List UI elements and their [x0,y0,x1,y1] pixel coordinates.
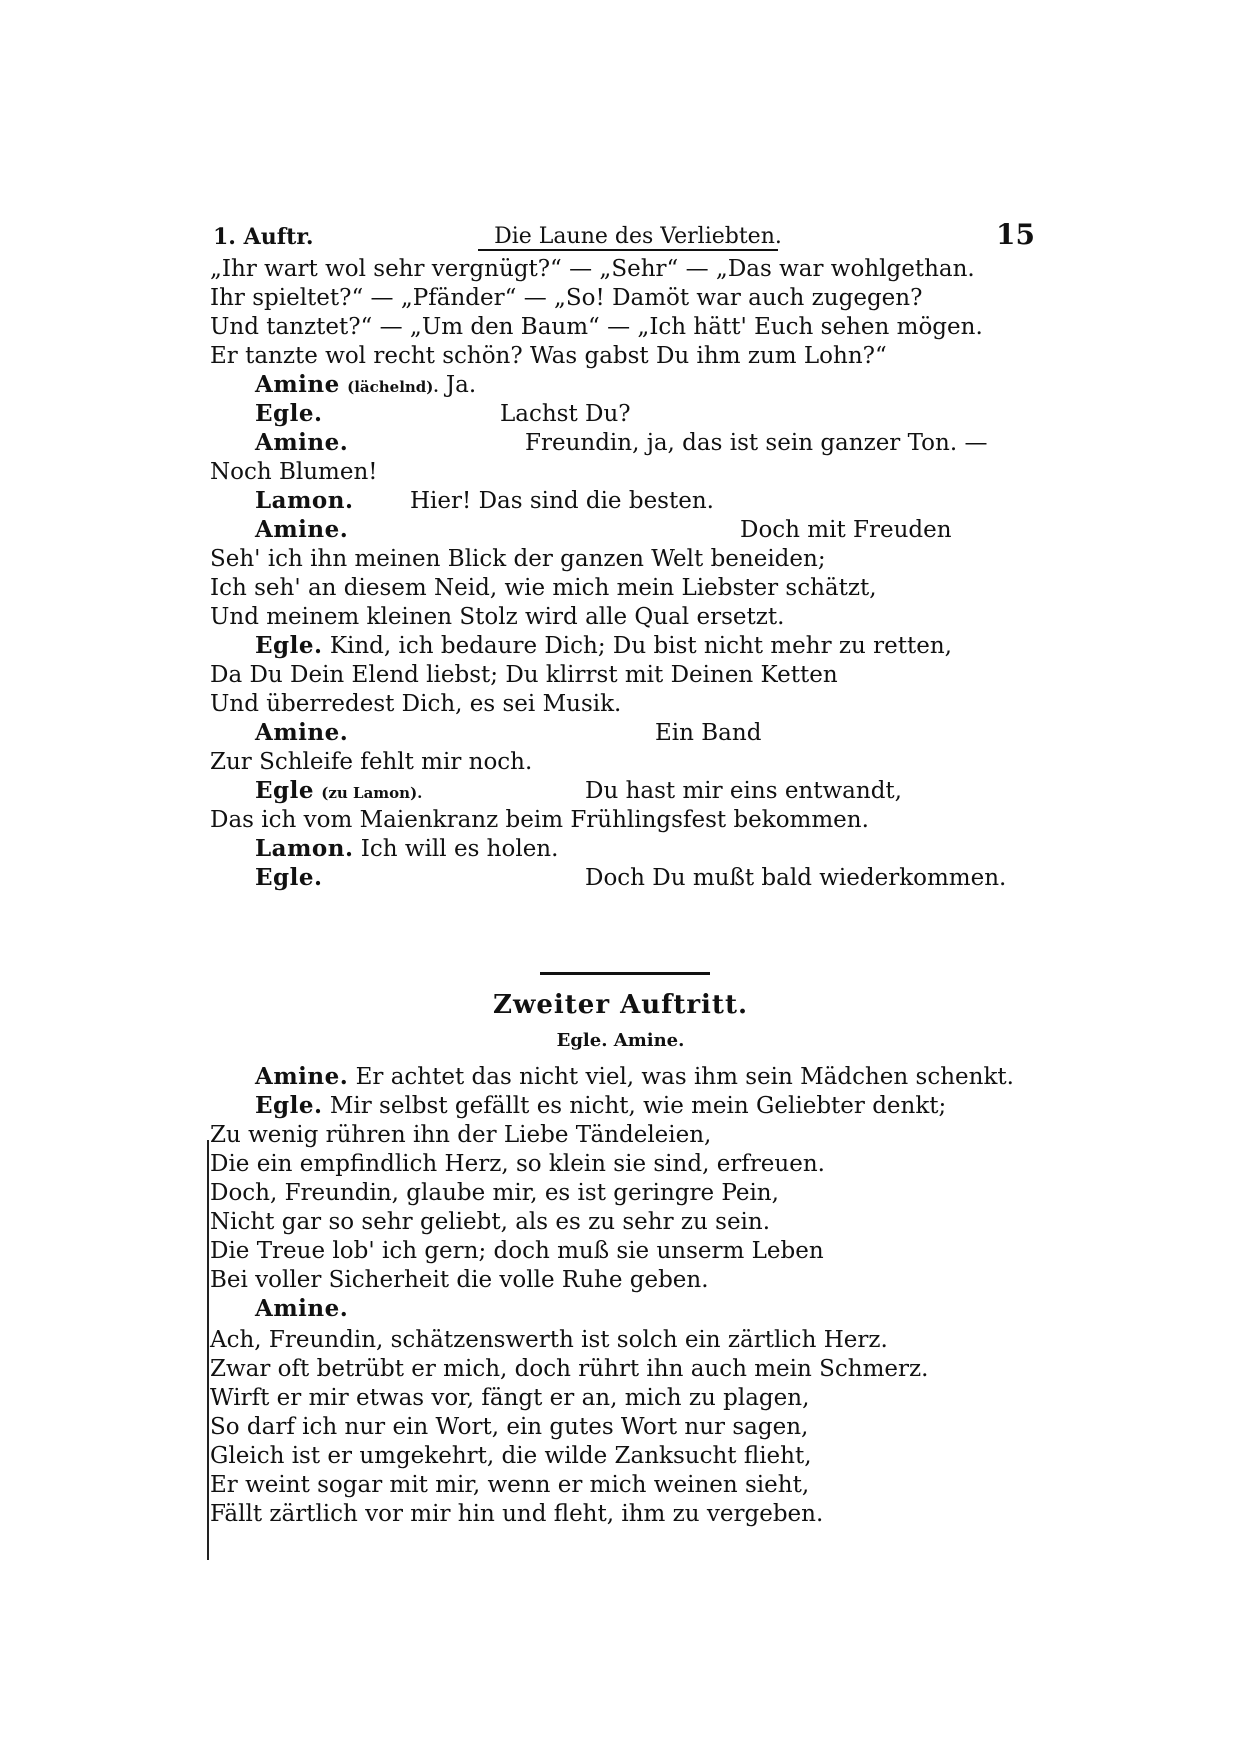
dialogue-line [255,370,1085,400]
dialogue-text: Da Du Dein Elend liebst; Du klirrst mit Deinen Ketten [210,662,838,688]
dialogue-line [210,1149,1040,1179]
header-act-label: 1. Auftr. [213,224,314,250]
dialogue-text: Bei voller Sicherheit die volle Ruhe geben. [210,1267,709,1293]
dialogue-line [210,689,1040,719]
dialogue-line [255,834,1085,864]
dialogue-text: Nicht gar so sehr geliebt, als es zu sehr zu sein. [210,1209,771,1235]
dialogue-text: Fällt zärtlich vor mir hin und fleht, ihm zu vergeben. [210,1501,824,1527]
scan-margin-line [207,1140,209,1560]
dialogue-line [255,776,1085,806]
dialogue-text: Zwar oft betrübt er mich, doch rührt ihn auch mein Schmerz. [210,1356,929,1382]
dialogue-text: Hier! Das sind die besten. [410,488,714,514]
dialogue-line [210,1441,1040,1471]
dialogue-line [210,1325,1040,1355]
verse-line: Ihr spieltet?“ — „Pfänder“ — „So! Damöt war auch zugegen? [210,285,923,311]
speaker-name: Egle. [255,864,323,891]
speaker-name: Amine. [255,516,349,543]
scene-characters: Egle. Amine. [556,1030,685,1051]
dialogue-text: Er weint sogar mit mir, wenn er mich weinen sieht, [210,1472,810,1498]
dialogue-text: Wirft er mir etwas vor, fängt er an, mich zu plagen, [210,1385,810,1411]
dialogue-text: Gleich ist er umgekehrt, die wilde Zanksucht flieht, [210,1443,812,1469]
dialogue-line [210,1265,1040,1295]
speaker-name: Amine. [255,1063,349,1090]
dialogue-text: Doch mit Freuden [740,517,952,543]
speaker-name: Amine. [255,1295,349,1322]
speaker-name: Amine [255,371,340,398]
dialogue-line [255,486,1085,516]
dialogue-line [210,1120,1040,1150]
speaker-name: Egle. [255,632,323,659]
dialogue-text: Doch Du mußt bald wiederkommen. [585,865,1007,891]
dialogue-text: Und überredest Dich, es sei Musik. [210,691,622,717]
stage-direction: (lächelnd). [347,378,439,396]
dialogue-text: Und meinem kleinen Stolz wird alle Qual ersetzt. [210,604,785,630]
dialogue-text: Seh' ich ihn meinen Blick der ganzen Welt beneiden; [210,546,826,572]
dialogue-text: Kind, ich bedaure Dich; Du bist nicht mehr zu retten, [329,633,952,659]
header-underline [478,249,778,251]
dialogue-line [255,1062,1085,1092]
header-title: Die Laune des Verliebten. [494,224,782,249]
scene-title: Zweiter Auftritt. [493,990,748,1020]
dialogue-line [255,515,1085,545]
dialogue-line [210,457,1040,487]
dialogue-text: Du hast mir eins entwandt, [585,778,902,804]
speaker-name: Amine. [255,719,349,746]
dialogue-text: Ja. [445,372,477,398]
dialogue-line [210,602,1040,632]
speaker-name: Amine. [255,429,349,456]
dialogue-line [210,1470,1040,1500]
verse-line: Er tanzte wol recht schön? Was gabst Du ihm zum Lohn?“ [210,343,887,369]
dialogue-line [255,631,1085,661]
dialogue-text: So darf ich nur ein Wort, ein gutes Wort nur sagen, [210,1414,809,1440]
dialogue-line [210,1383,1040,1413]
dialogue-line [210,1499,1040,1529]
dialogue-line [255,1091,1085,1121]
dialogue-line [255,1294,1085,1324]
dialogue-line [255,718,1085,748]
dialogue-text: Ein Band [655,720,762,746]
dialogue-line [255,399,1085,429]
dialogue-line [210,805,1040,835]
dialogue-text: Die ein empfindlich Herz, so klein sie sind, erfreuen. [210,1151,825,1177]
dialogue-text: Zu wenig rühren ihn der Liebe Tändeleien, [210,1122,712,1148]
dialogue-line [210,1207,1040,1237]
dialogue-line [210,544,1040,574]
dialogue-text: Zur Schleife fehlt mir noch. [210,749,533,775]
speaker-name: Lamon. [255,835,354,862]
dialogue-text: Ich will es holen. [360,836,559,862]
stage-direction: (zu Lamon). [321,784,423,802]
speaker-name: Lamon. [255,487,354,514]
dialogue-text: Noch Blumen! [210,459,378,485]
dialogue-text: Ich seh' an diesem Neid, wie mich mein Liebster schätzt, [210,575,877,601]
page-number: 15 [996,218,1035,251]
speaker-name: Egle. [255,1092,323,1119]
verse-line: „Ihr wart wol sehr vergnügt?“ — „Sehr“ — „Das war wohlgethan. [210,256,975,282]
running-header [213,218,1035,258]
dialogue-text: Er achtet das nicht viel, was ihm sein Mädchen schenkt. [355,1064,1014,1090]
dialogue-line [210,1412,1040,1442]
dialogue-text: Das ich vom Maienkranz beim Frühlingsfest bekommen. [210,807,869,833]
section-divider [540,972,710,975]
dialogue-line [255,863,1085,893]
dialogue-text: Ach, Freundin, schätzenswerth ist solch ein zärtlich Herz. [210,1327,888,1353]
dialogue-line [210,573,1040,603]
dialogue-line [210,1178,1040,1208]
dialogue-line [210,747,1040,777]
verse-line: Und tanztet?“ — „Um den Baum“ — „Ich hätt' Euch sehen mögen. [210,314,983,340]
dialogue-line [210,1236,1040,1266]
speaker-name: Egle. [255,400,323,427]
speaker-name: Egle [255,777,314,804]
dialogue-text: Mir selbst gefällt es nicht, wie mein Geliebter denkt; [329,1093,947,1119]
dialogue-text: Lachst Du? [500,401,631,427]
dialogue-line [210,660,1040,690]
dialogue-text: Die Treue lob' ich gern; doch muß sie unserm Leben [210,1238,824,1264]
dialogue-text: Doch, Freundin, glaube mir, es ist geringre Pein, [210,1180,779,1206]
dialogue-line [210,1354,1040,1384]
dialogue-line [255,428,1085,458]
dialogue-text: Freundin, ja, das ist sein ganzer Ton. — [525,430,988,456]
